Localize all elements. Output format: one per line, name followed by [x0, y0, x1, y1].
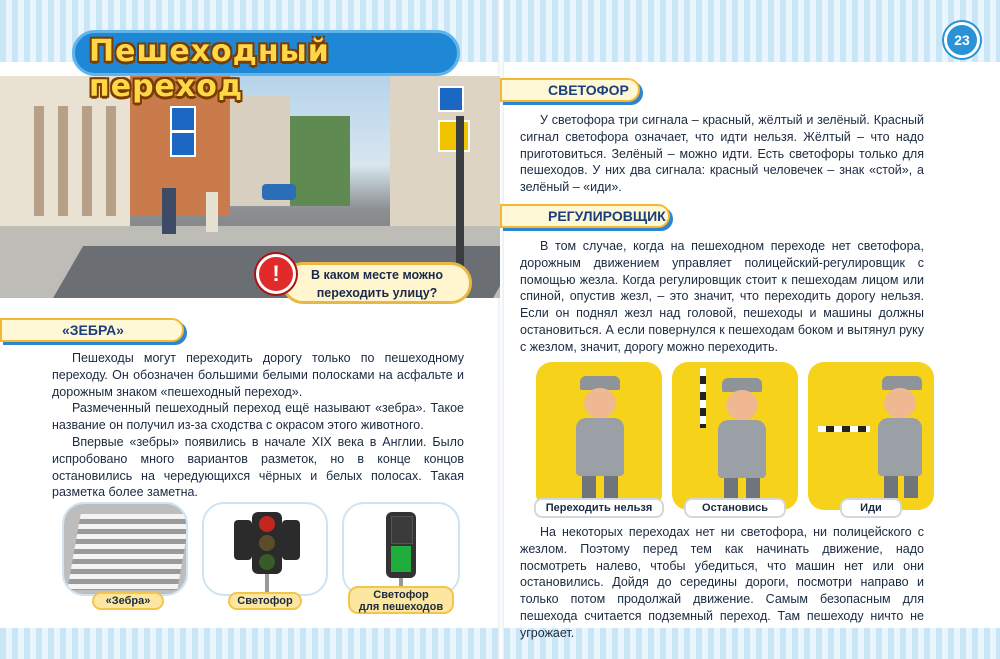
- regulator-label-stop: Остановись: [684, 498, 786, 518]
- exclamation-icon: !: [256, 254, 296, 294]
- zebra-text: [52, 350, 464, 501]
- underground-paragraph: На некоторых переходах нет ни светофора, ни полицейского с жезлом. Поэтому перед тем как начинать движение, надо посмотреть налево, чтобы убедиться, что машин нет или они остановились. Дойдя до середины дороги, посмотри направо и только потом продолжай движение. Самым безопасным для пешехода считается подземный переход. Там пешеходу ничто не угрожает.: [520, 525, 924, 640]
- page-title-banner: [72, 30, 460, 104]
- traffic-light-heading: СВЕТОФОР: [548, 82, 629, 98]
- crosswalk-sign-icon: [170, 131, 196, 157]
- zebra-paragraph: Размеченный пешеходный переход ещё называют «зебра». Такое название он получил из-за сходства с окрасом этого животного.: [52, 401, 464, 433]
- regulator-paragraph: В том случае, когда на пешеходном переходе нет светофора, дорожным движением управляет полицейский-регулировщик с помощью жезла. Когда регулировщик стоит к пешеходам лицом или спиной, опустив жезл, – это значит, что переходить дорогу нельзя. Если он поднял жезл над головой, пешеходы и машины должны остановиться. А если повернулся к пешеходам боком и вытянул руку с жезлом, значит, дорогу можно переходить.: [520, 239, 924, 354]
- zebra-heading: «ЗЕБРА»: [62, 322, 124, 338]
- page-number: 23: [944, 22, 980, 58]
- crosswalk-sign-icon: [170, 106, 196, 132]
- pedestrian-light-card-label: [348, 586, 454, 614]
- regulator-label-go: Иди: [840, 498, 902, 518]
- pedestrian-light-icon: [386, 512, 416, 578]
- zebra-paragraph: Впервые «зебры» появились в начале XIX века в Англии. Было испробовано много вариантов разметок, но в конце концов остановились на чередующихся чёрных и белых полосах. Такая разметка более заметна.: [52, 434, 464, 500]
- regulator-card-stop-crossing: [536, 362, 662, 510]
- zebra-stripes: [67, 514, 188, 590]
- regulator-heading: РЕГУЛИРОВЩИК: [548, 208, 666, 224]
- regulator-card-go: [808, 362, 934, 510]
- question-bubble: [282, 262, 472, 304]
- zebra-card-label: «Зебра»: [92, 592, 164, 610]
- regulator-card-stop: [672, 362, 798, 510]
- question-line-1: В каком месте можно: [310, 268, 444, 282]
- underground-text: [520, 524, 924, 642]
- page-title: Пешеходный переход: [89, 34, 330, 104]
- traffic-light-paragraph: У светофора три сигнала – красный, жёлтый и зелёный. Красный сигнал светофора означает, что идти нельзя. Жёлтый – что надо приготовиться. Зелёный – можно идти. Есть светофоры только для пешеходов. У них два сигнала: красный человечек – знак «стой», а зелёный – «иди».: [520, 113, 924, 195]
- car: [262, 184, 296, 200]
- zebra-card: [62, 502, 188, 596]
- pedestrian: [206, 192, 218, 232]
- traffic-light-icon: [252, 512, 282, 574]
- crosswalk-sign-icon: [438, 120, 470, 152]
- traffic-light-card: [202, 502, 328, 596]
- pedestrian-light-card: [342, 502, 460, 596]
- traffic-light-heading-bar: [500, 78, 640, 102]
- question-line-2: переходить улицу?: [316, 286, 438, 300]
- zebra-paragraph: Пешеходы могут переходить дорогу только по пешеходному переходу. Он обозначен большими белыми полосками на асфальте и дорожным знаком «пешеходный переход».: [52, 351, 464, 399]
- zebra-heading-bar: [0, 318, 184, 342]
- pedestrian: [162, 188, 176, 234]
- regulator-label-stop-crossing: Переходить нельзя: [534, 498, 664, 518]
- regulator-text: [520, 238, 924, 356]
- pedestrian-light-label-line-1: Светофор: [373, 589, 429, 601]
- regulator-heading-bar: [500, 204, 670, 228]
- traffic-light-text: [520, 112, 924, 196]
- traffic-light-card-label: Светофор: [228, 592, 302, 610]
- pedestrian-light-label-line-2: для пешеходов: [358, 601, 444, 613]
